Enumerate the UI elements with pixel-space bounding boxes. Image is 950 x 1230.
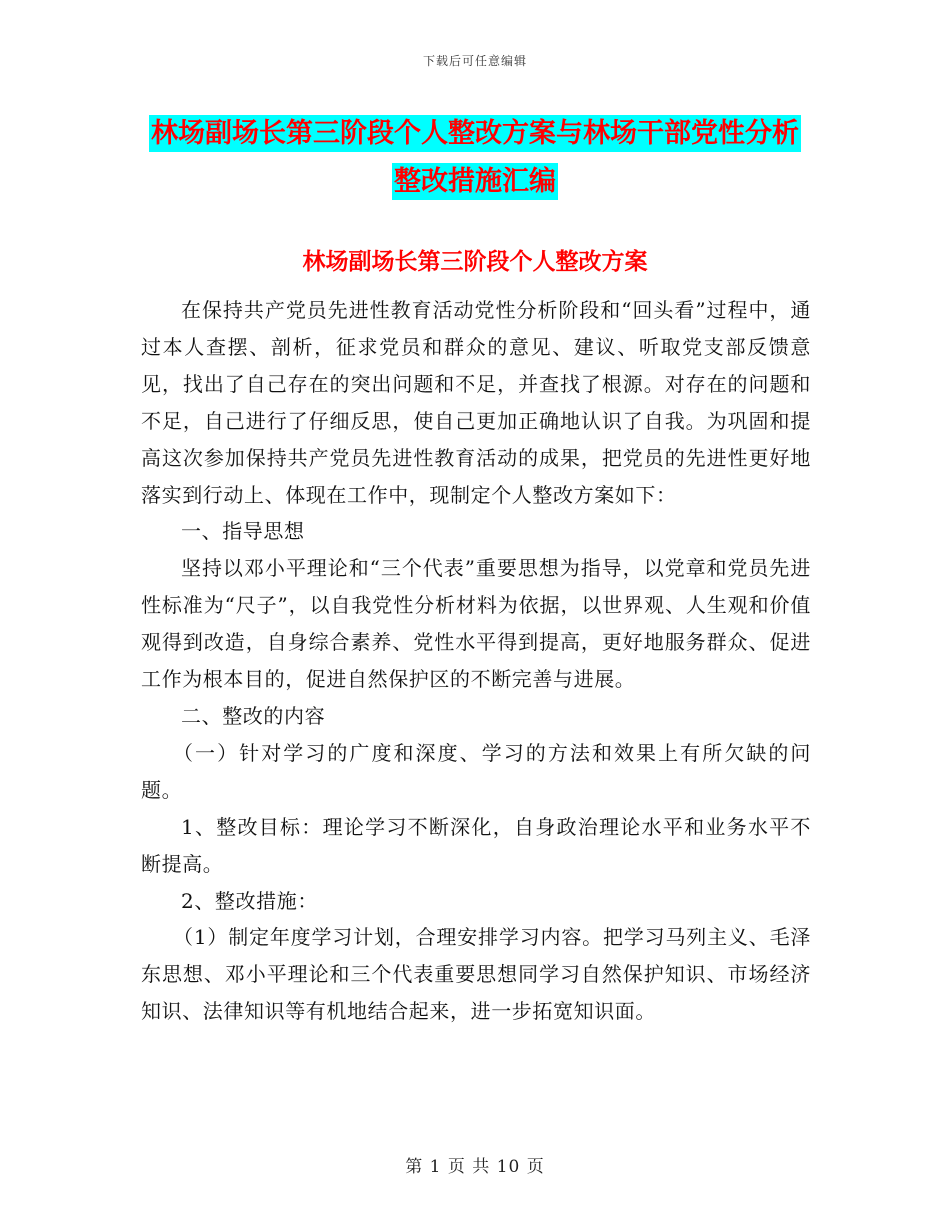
intro-paragraph: 在保持共产党员先进性教育活动党性分析阶段和“回头看”过程中，通过本人查摆、剖析，征求党员和群众的意见、建议、听取党支部反馈意见，找出了自己存在的突出问题和不足，并查找了根源。对存在的问题和不足，自己进行了仔细反思，使自己更加正确地认识了自我。为巩固和提高这次参加保持共产党员先进性教育活动的成果，把党员的先进性更好地落实到行动上、体现在工作中，现制定个人整改方案如下： [141,298,811,507]
document-main-title [140,110,810,206]
document-body [141,292,811,1030]
measure-one-paragraph: （1）制定年度学习计划，合理安排学习内容。把学习马列主义、毛泽东思想、邓小平理论和三个代表重要思想同学习自然保护知识、市场经济知识、法律知识等有机地结合起来，进一步拓宽知识面。 [141,925,811,1024]
main-title-text: 林场副场长第三阶段个人整改方案与林场干部党性分析整改措施汇编 [149,115,801,200]
section-title: 林场副场长第三阶段个人整改方案 [302,249,648,275]
heading-guiding-thought: 一、指导思想 [181,519,305,544]
rectification-goal-paragraph: 1、整改目标：理论学习不断深化，自身政治理论水平和业务水平不断提高。 [141,814,811,876]
page-number: 第 1 页 共 10 页 [405,1157,545,1177]
issue-one-paragraph: （一）针对学习的广度和深度、学习的方法和效果上有所欠缺的问题。 [141,740,811,802]
download-note: 下载后可任意编辑 [422,54,527,68]
heading-rectification-content: 二、整改的内容 [181,703,326,728]
guiding-thought-paragraph: 坚持以邓小平理论和“三个代表”重要思想为指导，以党章和党员先进性标准为“尺子”，以自我党性分析材料为依据，以世界观、人生观和价值观得到改造，自身综合素养、党性水平得到提高，更好地服务群众、促进工作为根本目的，促进自然保护区的不断完善与进展。 [141,556,811,692]
rectification-measures-heading: 2、整改措施： [181,888,318,913]
